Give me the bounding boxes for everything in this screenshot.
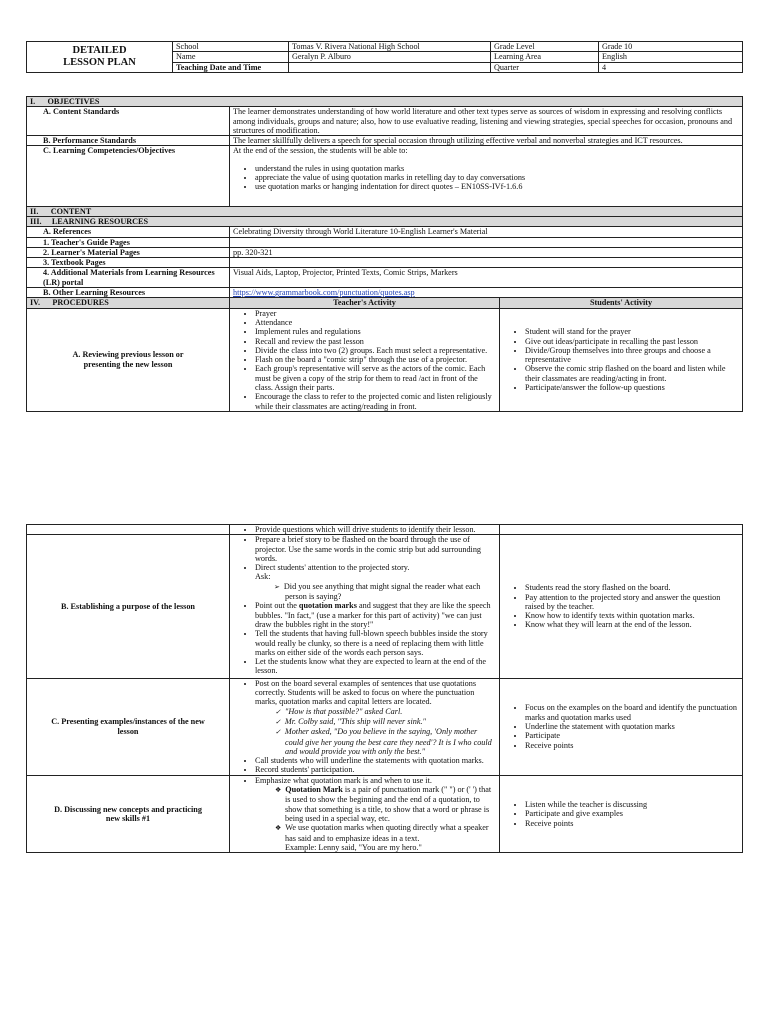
performance-standards-label: B. Performance Standards (27, 136, 230, 146)
procedure-b-row (27, 535, 743, 678)
procedure-d-row (27, 775, 743, 852)
grammarbook-link[interactable]: https://www.grammarbook.com/punctuation/quotes.asp (233, 288, 415, 298)
procedure-b-students (500, 535, 743, 678)
list-item: • Pay attention to the projected story and answer the question raised by the teacher. (525, 593, 739, 612)
dlp-title-line1: DETAILED (72, 44, 127, 56)
list-item (255, 601, 496, 629)
list-item: • Let the students know what they are expected to learn at the end of the lesson. (255, 657, 496, 676)
b-point-bold: quotation marks (298, 601, 357, 611)
b-point-post: and suggest that they are like the speech bubbles. "In fact," (use a marker for this part of activity) "we can just draw the bubbles right in the story!" (255, 601, 491, 629)
procedure-c-teacher-list (233, 679, 496, 775)
page2-table-wrap (26, 524, 743, 853)
list-item: • Know how to identify texts within quotation marks. (525, 611, 739, 620)
c-examples-list (255, 707, 496, 756)
grade-level-label: Grade Level (491, 42, 599, 52)
list-item: ✓ "How is that possible?" asked Carl. (285, 707, 496, 717)
list-item: • Attendance (255, 318, 496, 327)
list-item: • Receive points (525, 741, 739, 750)
lm-pages-label: 2. Learner's Material Pages (27, 247, 230, 257)
list-item: • Encourage the class to refer to the projected comic and listen religiously while their classmates are acting/reading in front. (255, 392, 496, 411)
procedure-a-cont-teacher (230, 525, 500, 535)
c-post-text: Post on the board several examples of sentences that use quotations correctly. Students will be asked to focus on where the punctuation marks, quotation marks and capital letters are located. (255, 678, 477, 707)
list-item: • Participate and give examples (525, 809, 739, 818)
references-value: Celebrating Diversity through World Literature 10-English Learner's Material (230, 227, 743, 237)
references-label: A. References (27, 227, 230, 237)
b-ask-text: Ask: (255, 572, 271, 582)
additional-materials-value: Visual Aids, Laptop, Projector, Printed Texts, Comic Strips, Markers (230, 268, 743, 288)
list-item: • Tell the students that having full-blown speech bubbles inside the story would really be clunky, so there is a need of replacing them with little marks on either side of the words each person says. (255, 629, 496, 657)
content-title: CONTENT (50, 206, 92, 216)
teaching-date-value (289, 62, 491, 72)
teaching-date-label: Teaching Date and Time (173, 62, 289, 72)
learning-area-value: English (599, 52, 743, 62)
main-table (26, 96, 743, 412)
list-item: • Recall and review the past lesson (255, 337, 496, 346)
list-item: • Student will stand for the prayer (525, 327, 739, 336)
list-item: • Record students' participation. (255, 765, 496, 774)
list-item: • Listen while the teacher is discussing (525, 800, 739, 809)
d-usage-text: We use quotation marks when quoting directly what a speaker has said and to emphasize ideas in a text. (285, 823, 489, 843)
name-label: Name (173, 52, 289, 62)
procedure-d-students (500, 775, 743, 852)
resources-num: III. (30, 216, 42, 226)
list-item: • Participate (525, 731, 739, 740)
procedure-b-teacher (230, 535, 500, 678)
procedure-a-cont-students (500, 525, 743, 535)
procedure-a-students (500, 308, 743, 411)
dlp-title-cell (27, 42, 173, 73)
procedure-b-students-list (503, 583, 739, 629)
list-item: ✓ Mr. Colby said, "This ship will never sink." (285, 717, 496, 727)
list-item: • Call students who will underline the statements with quotation marks. (255, 756, 496, 765)
procedure-c-label: C. Presenting examples/instances of the new lesson (27, 678, 230, 775)
competencies-list (233, 164, 739, 192)
school-value: Tomas V. Rivera National High School (289, 42, 491, 52)
main-table-wrap (26, 96, 743, 412)
content-num: II. (30, 206, 39, 216)
competencies-label: C. Learning Competencies/Objectives (27, 146, 230, 206)
quarter-label: Quarter (491, 62, 599, 72)
list-item: • Implement rules and regulations (255, 327, 496, 336)
procedure-b-teacher-list (233, 535, 496, 675)
list-item: • Flash on the board a "comic strip" through the use of a projector. (255, 355, 496, 364)
additional-materials-label: 4. Additional Materials from Learning Resources (LR) portal (27, 268, 230, 288)
list-item: • use quotation marks or hanging indentation for direct quotes – EN10SS-IVf-1.6.6 (255, 182, 739, 191)
tg-pages-value (230, 237, 743, 247)
list-item: • appreciate the value of using quotation marks in retelling day to day conversations (255, 173, 739, 182)
objectives-title: OBJECTIVES (47, 97, 100, 106)
b-question-list (255, 582, 496, 602)
list-item (255, 679, 496, 756)
list-item: • Provide questions which will drive students to identify their lesson. (255, 525, 496, 534)
procedure-a-row (27, 308, 743, 411)
tg-pages-label: 1. Teacher's Guide Pages (27, 237, 230, 247)
quarter-value: 4 (599, 62, 743, 72)
procedure-a-teacher-list (233, 309, 496, 411)
content-heading (27, 206, 743, 216)
d-quotation-mark-term: Quotation Mark (285, 785, 343, 795)
name-value: Geralyn P. Alburo (289, 52, 491, 62)
resources-title: LEARNING RESOURCES (51, 216, 149, 226)
list-item: • Each group's representative will serve as the actors of the comic. Each must be given a copy of the strip for them to read /act in front of the class. Assign their parts. (255, 364, 496, 392)
procedures-heading (27, 298, 230, 308)
students-activity-header: Students' Activity (500, 298, 743, 308)
content-standards-value: The learner demonstrates understanding of how world literature and other text types serve as sources of wisdom in expressing and resolving conflicts among individuals, groups and nature; also, how to use evaluative reading, listening and viewing strategies, special speeches for occasion, pronouns and structures of modification. (230, 107, 743, 136)
list-item (255, 563, 496, 601)
procedure-c-teacher (230, 678, 500, 775)
teacher-activity-header: Teacher's Activity (230, 298, 500, 308)
procedures-num: IV. (30, 298, 41, 308)
list-item (285, 823, 496, 852)
lm-pages-value: pp. 320-321 (230, 247, 743, 257)
d-quotation-mark-def: is a pair of punctuation mark (" ") or (' ') that is used to show the beginning and the end of a quotation, to show that something is a title, to show that a word or phrase is being used in a special way, etc. (285, 785, 492, 823)
learning-area-label: Learning Area (491, 52, 599, 62)
b-direct-text: Direct students' attention to the projected story. (255, 563, 410, 573)
list-item (255, 776, 496, 852)
school-label: School (173, 42, 289, 52)
list-item: • Participate/answer the follow-up questions (525, 383, 739, 392)
list-item: • Know what they will learn at the end of the lesson. (525, 620, 739, 629)
list-item: • understand the rules in using quotation marks (255, 164, 739, 173)
competencies-cell (230, 146, 743, 206)
dlp-title-line2: LESSON PLAN (63, 56, 136, 68)
procedure-c-students (500, 678, 743, 775)
performance-standards-value: The learner skillfully delivers a speech for special occasion through utilizing effective verbal and nonverbal strategies and ICT resources. (230, 136, 743, 146)
list-item: ➢ Did you see anything that might signal the reader what each person is saying? (285, 582, 496, 602)
list-item: • Divide/Group themselves into three groups and choose a representative (525, 346, 739, 365)
procedure-c-row (27, 678, 743, 775)
objectives-heading-row (27, 97, 743, 107)
procedure-a-cont-list (233, 525, 496, 534)
procedure-d-teacher (230, 775, 500, 852)
procedure-a-students-list (503, 327, 739, 392)
procedure-d-teacher-list (233, 776, 496, 852)
list-item (285, 785, 496, 823)
textbook-pages-label: 3. Textbook Pages (27, 258, 230, 268)
resources-heading (27, 216, 743, 226)
d-example-text: Example: Lenny said, "You are my hero." (285, 842, 422, 852)
grade-level-value: Grade 10 (599, 42, 743, 52)
header-table-wrap (26, 41, 743, 73)
b-point-pre: Point out the (255, 601, 299, 611)
list-item: • Observe the comic strip flashed on the board and listen while their classmates are reading/acting in front. (525, 364, 739, 383)
list-item: • Underline the statement with quotation marks (525, 722, 739, 731)
list-item: • Give out ideas/participate in recalling the past lesson (525, 337, 739, 346)
procedure-a-cont-label (27, 525, 230, 535)
objectives-heading (27, 97, 743, 107)
procedure-a-label: A. Reviewing previous lesson or presenting the new lesson (27, 308, 230, 411)
list-item: • Prayer (255, 309, 496, 318)
objectives-num: I. (30, 97, 36, 106)
procedure-d-students-list (503, 800, 739, 828)
list-item: • Prepare a brief story to be flashed on the board through the use of projector. Use the same words in the comic strip but add surrounding words. (255, 535, 496, 563)
procedure-c-students-list (503, 703, 739, 749)
other-resources-label: B. Other Learning Resources (27, 288, 230, 298)
list-item: • Students read the story flashed on the board. (525, 583, 739, 592)
list-item: • Focus on the examples on the board and identify the punctuation marks and quotation marks used (525, 703, 739, 722)
list-item: • Divide the class into two (2) groups. Each must select a representative. (255, 346, 496, 355)
page2-table (26, 524, 743, 853)
procedures-title: PROCEDURES (52, 298, 109, 308)
list-item: • Receive points (525, 819, 739, 828)
other-resources-cell (230, 288, 743, 298)
d-emphasize-text: Emphasize what quotation mark is and when to use it. (255, 775, 432, 785)
procedure-d-label: D. Discussing new concepts and practicing new skills #1 (27, 775, 230, 852)
content-standards-label: A. Content Standards (27, 107, 230, 136)
list-item: ✓ Mother asked, "Do you believe in the saying, 'Only mother could give her young the best care they need'? It is I who could and would provide you with only the best." (285, 727, 496, 756)
competencies-intro: At the end of the session, the students will be able to: (233, 146, 408, 156)
header-table (26, 41, 743, 73)
procedure-a-teacher (230, 308, 500, 411)
procedure-b-label: B. Establishing a purpose of the lesson (27, 535, 230, 678)
d-sub-list (255, 785, 496, 852)
textbook-pages-value (230, 258, 743, 268)
